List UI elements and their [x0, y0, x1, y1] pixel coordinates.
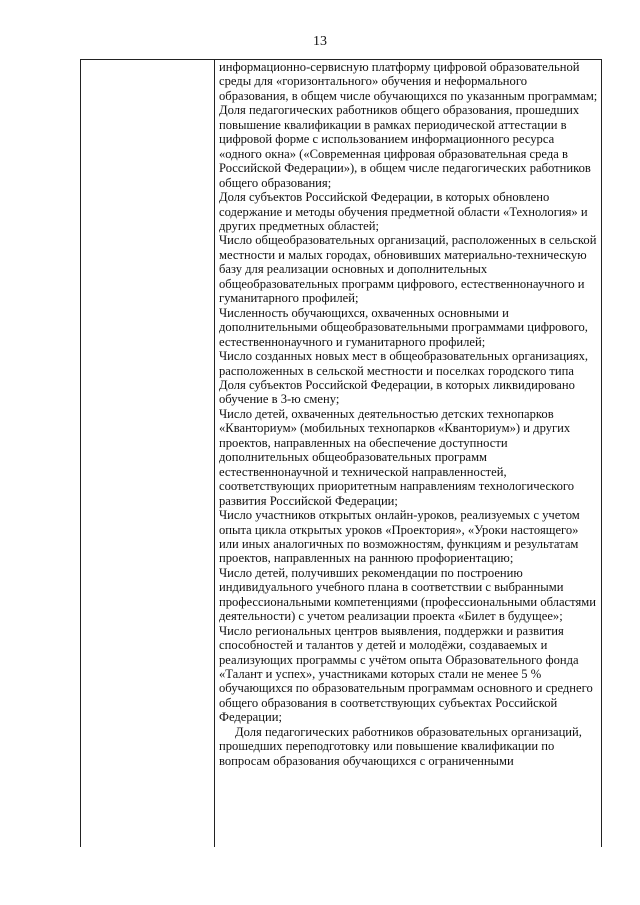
- page-number: 13: [313, 34, 327, 49]
- indicator-paragraph: Число региональных центров выявления, поддержки и развития способностей и талантов у детей и молодёжи, создаваемых и реализующих программы с учётом опыта Образовательного фонда «Талант и успех», участниками которых стали не менее 5 % обучающихся по образовательным программам основного и среднего общего образования в соответствующих субъектах Российской Федерации;: [219, 623, 593, 725]
- indicator-paragraph: Численность обучающихся, охваченных основными и дополнительными общеобразовательными программами цифрового, естественнонаучного и гуманитарного профилей;: [219, 305, 588, 349]
- indicator-paragraph: Доля педагогических работников образовательных организаций, прошедших переподготовку или повышение квалификации по вопросам образования обучающихся с ограниченными: [219, 724, 582, 768]
- indicator-paragraph: Доля субъектов Российской Федерации, в которых обновлено содержание и методы обучения предметной области «Технология» и других предметных областей;: [219, 190, 588, 233]
- indicator-paragraph: Число детей, получивших рекомендации по построению индивидуального учебного плана в соответствии с выбранными профессиональными компетенциями (профессиональными областями деятельности) с учетом реализации проекта «Билет в будущее»;: [219, 565, 596, 624]
- indicator-paragraph: Доля субъектов Российской Федерации, в которых ликвидировано обучение в 3-ю смену;: [219, 377, 575, 407]
- indicator-paragraph: Доля педагогических работников общего образования, прошедших повышение квалификации в рамках периодической аттестации в цифровой форме с использованием информационного ресурса «одного окна» («Современная цифровая образовательная среда в Российской Федерации»), в общем числе педагогических работников общего образования;: [219, 103, 591, 190]
- indicator-paragraph: Число участников открытых онлайн-уроков, реализуемых с учетом опыта цикла открытых уроков «Проектория», «Уроки настоящего» или иных аналогичных по возможностям, функциям и результатам проектов, направленных на раннюю профориентацию;: [219, 508, 580, 566]
- table-left-cell: [81, 60, 215, 847]
- indicators-table: [80, 59, 602, 847]
- table-right-cell: [215, 60, 601, 847]
- indicator-paragraph: Число созданных новых мест в общеобразовательных организациях, расположенных в сельской местности и поселках городского типа: [219, 349, 589, 378]
- indicator-paragraph: Число детей, охваченных деятельностью детских технопарков «Кванториум» (мобильных технопарков «Кванториум») и других проектов, направленных на обеспечение доступности дополнительных общеобразовательных программ естественнонаучной и технической направленностей, соответствующих приоритетным направлениям технологического развития Российской Федерации;: [219, 406, 575, 508]
- indicator-paragraph: Число общеобразовательных организаций, расположенных в сельской местности и малых городах, обновивших материально-техническую базу для реализации основных и дополнительных общеобразовательных программ цифрового, естественнонаучного и гуманитарного профилей;: [219, 233, 597, 306]
- indicator-paragraph: информационно-сервисную платформу цифровой образовательной среды для «горизонтального» обучения и неформального образования, в общем числе обучающихся по указанным программам;: [219, 60, 598, 103]
